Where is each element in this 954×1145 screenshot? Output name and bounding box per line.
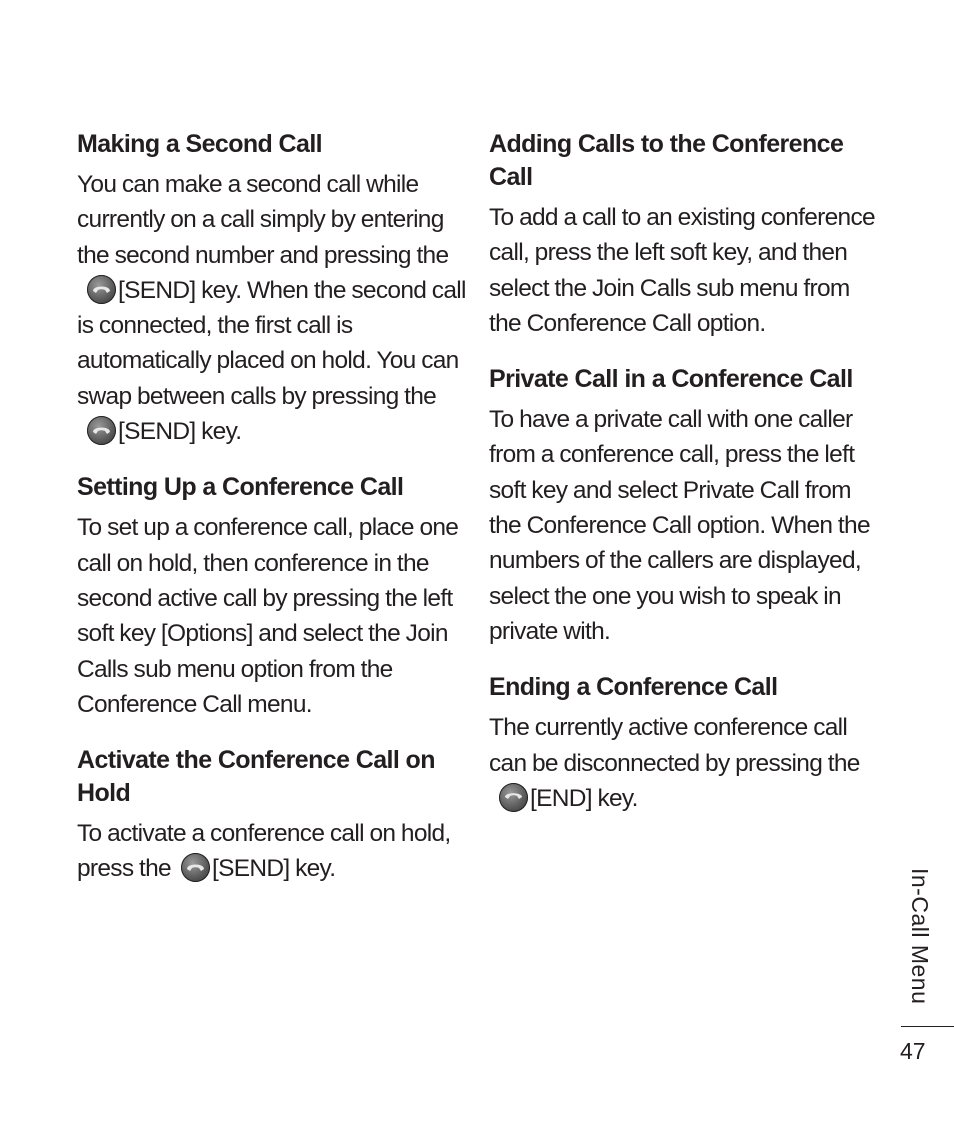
section-body bbox=[77, 816, 469, 887]
section-body: To set up a conference call, place one call on hold, then conference in the second active call by pressing the left soft key [Options] and select the Join Calls sub menu option from the Conference Call menu. bbox=[77, 514, 459, 718]
body-text: [SEND] key. bbox=[118, 418, 242, 446]
section-heading: Adding Calls to the Conference Call bbox=[489, 130, 844, 191]
body-text: To activate a conference call on hold, press the bbox=[77, 820, 451, 883]
section-heading: Setting Up a Conference Call bbox=[77, 473, 404, 502]
body-text: The currently active conference call can be disconnected by pressing the bbox=[489, 714, 860, 777]
send-key-icon bbox=[181, 853, 210, 882]
section-setting-up-conference-call bbox=[77, 471, 469, 722]
end-key-icon bbox=[499, 783, 528, 812]
send-key-icon bbox=[87, 275, 116, 304]
send-key-icon bbox=[87, 416, 116, 445]
section-ending-conference-call bbox=[489, 671, 881, 816]
body-text: [SEND] key. bbox=[211, 855, 336, 883]
side-divider bbox=[901, 1026, 954, 1027]
page-number: 47 bbox=[900, 1038, 926, 1064]
section-activate-conference-call-hold bbox=[77, 744, 469, 887]
section-heading: Private Call in a Conference Call bbox=[489, 365, 853, 394]
section-body bbox=[489, 710, 881, 816]
section-adding-calls-conference bbox=[489, 128, 881, 341]
body-text: [SEND] key. When the second call is connected, the first call is automatically placed on hold. You can swap between calls by pressing the bbox=[77, 276, 466, 410]
section-heading: Ending a Conference Call bbox=[489, 673, 778, 702]
section-heading: Activate the Conference Call on Hold bbox=[77, 746, 435, 808]
body-text: [END] key. bbox=[530, 784, 638, 812]
section-heading: Making a Second Call bbox=[77, 130, 323, 158]
chapter-side-tab: In-Call Menu bbox=[907, 868, 933, 1005]
body-text: You can make a second call while currently on a call simply by entering the second number and pressing the bbox=[77, 171, 449, 269]
section-body: To have a private call with one caller from a conference call, press the left soft key and select Private Call from the Conference Call option. When the numbers of the callers are displayed, select the one you wish to speak in private with. bbox=[489, 406, 870, 645]
section-making-second-call bbox=[77, 128, 469, 449]
left-column bbox=[77, 128, 469, 909]
right-column bbox=[489, 128, 881, 838]
section-body: To add a call to an existing conference call, press the left soft key, and then select the Join Calls sub menu from the Conference Call option. bbox=[489, 204, 875, 337]
section-private-call-conference bbox=[489, 363, 881, 649]
section-body bbox=[77, 167, 469, 449]
